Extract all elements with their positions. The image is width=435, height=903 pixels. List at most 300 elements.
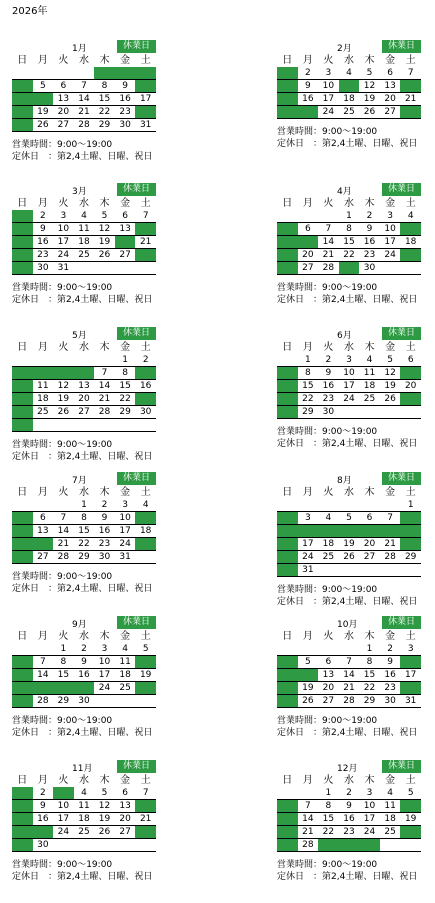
- closed-day-cell: 12: [12, 525, 33, 538]
- day-cell: 7: [135, 210, 156, 223]
- regular-closing-days: 定休日 ：第2,4土曜、日曜、祝日: [12, 152, 153, 162]
- weekday-label: 水: [343, 487, 354, 498]
- day-cell: 3: [400, 643, 421, 656]
- day-cell: 21: [380, 538, 401, 551]
- empty-cell: [318, 210, 339, 223]
- day-cell: 16: [74, 669, 95, 682]
- day-cell: 9: [74, 656, 95, 669]
- empty-cell: [74, 67, 95, 80]
- day-cell: 20: [53, 106, 74, 119]
- closed-day-cell: 3: [12, 367, 33, 380]
- day-cell: 22: [339, 249, 360, 262]
- empty-cell: [135, 551, 156, 564]
- empty-cell: [53, 354, 74, 367]
- closed-day-cell: 26: [135, 682, 156, 695]
- day-cell: 31: [298, 564, 319, 577]
- day-cell: 4: [318, 512, 339, 525]
- day-cell: 17: [53, 236, 74, 249]
- weekday-label: 火: [323, 631, 334, 642]
- closed-day-cell: 4: [33, 367, 54, 380]
- day-cell: 14: [74, 93, 95, 106]
- closed-day-cell: 30: [339, 839, 360, 852]
- day-cell: 5: [94, 210, 115, 223]
- weekday-label: 日: [282, 631, 293, 642]
- closed-day-cell: 22: [12, 249, 33, 262]
- day-cell: 12: [94, 223, 115, 236]
- day-cell: 19: [94, 236, 115, 249]
- month-header: [12, 760, 156, 774]
- holiday-legend-badge: 休業日: [117, 760, 156, 773]
- week-row: [277, 813, 421, 826]
- weekday-label: 水: [343, 55, 354, 66]
- day-cell: 20: [298, 249, 319, 262]
- day-cell: 1: [74, 499, 95, 512]
- weekday-label: 木: [99, 342, 110, 353]
- day-cell: 2: [74, 643, 95, 656]
- month-calendar: [277, 472, 421, 608]
- closed-day-cell: 26: [277, 262, 298, 275]
- closed-day-cell: 28: [277, 406, 298, 419]
- empty-cell: [74, 354, 95, 367]
- day-cell: 25: [380, 826, 401, 839]
- weekday-label: 火: [58, 55, 69, 66]
- day-cell: 7: [33, 656, 54, 669]
- day-cell: 15: [94, 93, 115, 106]
- weekday-header-row: [277, 630, 421, 643]
- week-row: [12, 406, 156, 419]
- week-row: [12, 525, 156, 538]
- month-calendar: [277, 40, 421, 150]
- day-cell: 25: [318, 551, 339, 564]
- month-calendar: [12, 327, 156, 463]
- day-cell: 8: [115, 367, 136, 380]
- closed-day-cell: 15: [12, 236, 33, 249]
- holiday-legend-badge: 休業日: [382, 40, 421, 53]
- day-cell: 21: [400, 93, 421, 106]
- weekday-label: 日: [282, 198, 293, 209]
- day-cell: 5: [400, 787, 421, 800]
- closed-day-cell: 26: [12, 551, 33, 564]
- day-cell: 6: [53, 80, 74, 93]
- day-cell: 29: [94, 119, 115, 132]
- weekday-label: 金: [120, 775, 131, 786]
- closed-day-cell: 19: [277, 249, 298, 262]
- day-cell: 3: [318, 67, 339, 80]
- day-cell: 17: [94, 669, 115, 682]
- closed-day-cell: 8: [12, 800, 33, 813]
- day-cell: 10: [339, 367, 360, 380]
- day-cell: 22: [115, 393, 136, 406]
- day-cell: 11: [74, 223, 95, 236]
- closed-day-cell: 26: [400, 826, 421, 839]
- day-cell: 30: [380, 695, 401, 708]
- business-hours: 営業時間：9:00～19:00: [277, 860, 378, 870]
- weekday-label: 月: [37, 55, 48, 66]
- day-cell: 26: [339, 551, 360, 564]
- day-cell: 28: [298, 839, 319, 852]
- month-label: 2月: [337, 44, 352, 54]
- weekday-label: 土: [140, 342, 151, 353]
- weekday-label: 木: [364, 55, 375, 66]
- closed-day-cell: 22: [53, 682, 74, 695]
- week-row: [12, 67, 156, 80]
- empty-cell: [33, 499, 54, 512]
- day-cell: 6: [115, 787, 136, 800]
- empty-cell: [380, 262, 401, 275]
- day-cell: 13: [53, 93, 74, 106]
- empty-cell: [94, 354, 115, 367]
- closed-day-cell: 8: [277, 80, 298, 93]
- day-cell: 19: [94, 813, 115, 826]
- empty-cell: [94, 839, 115, 852]
- weekday-label: 火: [58, 775, 69, 786]
- holiday-legend-badge: 休業日: [117, 183, 156, 196]
- empty-cell: [400, 262, 421, 275]
- regular-closing-days: 定休日 ：第2,4土曜、日曜、祝日: [277, 872, 418, 882]
- day-cell: 20: [359, 538, 380, 551]
- day-cell: 5: [298, 656, 319, 669]
- day-cell: 27: [359, 551, 380, 564]
- day-cell: 28: [339, 695, 360, 708]
- day-cell: 8: [359, 656, 380, 669]
- weekday-label: 土: [405, 487, 416, 498]
- closed-day-cell: 25: [277, 695, 298, 708]
- closed-day-cell: 11: [400, 223, 421, 236]
- day-cell: 9: [298, 80, 319, 93]
- weekday-label: 金: [120, 631, 131, 642]
- day-cell: 14: [318, 236, 339, 249]
- day-cell: 28: [380, 551, 401, 564]
- day-cell: 18: [380, 813, 401, 826]
- empty-cell: [298, 787, 319, 800]
- week-row: [277, 564, 421, 577]
- closed-day-cell: 21: [33, 682, 54, 695]
- day-cell: 16: [135, 380, 156, 393]
- empty-cell: [277, 354, 298, 367]
- day-cell: 12: [380, 367, 401, 380]
- day-cell: 10: [94, 656, 115, 669]
- month-header: [12, 616, 156, 630]
- closed-day-cell: 29: [339, 262, 360, 275]
- day-cell: 26: [33, 119, 54, 132]
- day-cell: 9: [115, 80, 136, 93]
- day-cell: 7: [53, 512, 74, 525]
- day-cell: 21: [298, 826, 319, 839]
- weekday-label: 土: [405, 198, 416, 209]
- weekday-label: 月: [37, 198, 48, 209]
- month-table: [12, 54, 156, 132]
- closed-day-cell: 20: [277, 826, 298, 839]
- week-row: [277, 643, 421, 656]
- empty-cell: [115, 262, 136, 275]
- empty-cell: [115, 839, 136, 852]
- week-row: [277, 656, 421, 669]
- business-info: [12, 715, 156, 739]
- week-row: [12, 223, 156, 236]
- week-row: [12, 354, 156, 367]
- day-cell: 15: [359, 669, 380, 682]
- closed-day-cell: 4: [12, 80, 33, 93]
- weekday-label: 木: [364, 487, 375, 498]
- weekday-label: 火: [58, 342, 69, 353]
- weekday-label: 木: [364, 198, 375, 209]
- day-cell: 16: [94, 525, 115, 538]
- day-cell: 6: [400, 354, 421, 367]
- day-cell: 7: [318, 223, 339, 236]
- week-row: [277, 538, 421, 551]
- empty-cell: [12, 643, 33, 656]
- day-cell: 27: [33, 551, 54, 564]
- closed-day-cell: 19: [12, 538, 33, 551]
- day-cell: 6: [318, 656, 339, 669]
- empty-cell: [298, 499, 319, 512]
- month-table: [277, 774, 421, 852]
- regular-closing-days: 定休日 ：第2,4土曜、日曜、祝日: [277, 139, 418, 149]
- weekday-label: 火: [58, 198, 69, 209]
- day-cell: 25: [359, 393, 380, 406]
- week-row: [12, 800, 156, 813]
- day-cell: 20: [400, 380, 421, 393]
- day-cell: 19: [298, 682, 319, 695]
- empty-cell: [400, 564, 421, 577]
- day-cell: 18: [33, 393, 54, 406]
- weekday-label: 金: [385, 342, 396, 353]
- month-label: 9月: [72, 620, 87, 630]
- week-row: [12, 380, 156, 393]
- business-hours: 営業時間：9:00～19:00: [277, 127, 378, 137]
- week-row: [277, 80, 421, 93]
- weekday-label: 水: [343, 631, 354, 642]
- day-cell: 28: [318, 262, 339, 275]
- weekday-label: 金: [385, 631, 396, 642]
- day-cell: 3: [359, 787, 380, 800]
- day-cell: 23: [359, 249, 380, 262]
- weekday-label: 木: [99, 198, 110, 209]
- weekday-label: 月: [37, 487, 48, 498]
- day-cell: 21: [94, 393, 115, 406]
- day-cell: 14: [339, 669, 360, 682]
- day-cell: 1: [400, 499, 421, 512]
- day-cell: 7: [339, 656, 360, 669]
- regular-closing-days: 定休日 ：第2,4土曜、日曜、祝日: [12, 872, 153, 882]
- day-cell: 24: [359, 826, 380, 839]
- month-table: [277, 630, 421, 708]
- day-cell: 10: [115, 512, 136, 525]
- weekday-label: 火: [323, 55, 334, 66]
- weekday-label: 木: [99, 487, 110, 498]
- closed-day-cell: 14: [400, 80, 421, 93]
- day-cell: 16: [33, 236, 54, 249]
- closed-day-cell: 6: [74, 367, 95, 380]
- holiday-legend-badge: 休業日: [382, 616, 421, 629]
- day-cell: 2: [33, 787, 54, 800]
- month-calendar: [12, 616, 156, 739]
- week-row: [277, 787, 421, 800]
- month-header: [12, 183, 156, 197]
- business-hours: 営業時間：9:00～19:00: [277, 585, 378, 595]
- day-cell: 24: [115, 538, 136, 551]
- closed-day-cell: 11: [339, 80, 360, 93]
- day-cell: 17: [115, 525, 136, 538]
- day-cell: 17: [318, 93, 339, 106]
- closed-day-cell: 8: [400, 512, 421, 525]
- closed-day-cell: 22: [400, 538, 421, 551]
- closed-day-cell: 27: [277, 839, 298, 852]
- day-cell: 29: [74, 551, 95, 564]
- weekday-label: 日: [17, 775, 28, 786]
- closed-day-cell: 3: [53, 787, 74, 800]
- day-cell: 21: [339, 682, 360, 695]
- closed-day-cell: 12: [135, 656, 156, 669]
- business-hours: 営業時間：9:00～19:00: [277, 716, 378, 726]
- day-cell: 17: [135, 93, 156, 106]
- week-row: [12, 119, 156, 132]
- weekday-label: 土: [405, 55, 416, 66]
- closed-day-cell: 14: [135, 223, 156, 236]
- day-cell: 9: [339, 800, 360, 813]
- closed-day-cell: 15: [400, 525, 421, 538]
- closed-day-cell: 20: [33, 538, 54, 551]
- empty-cell: [74, 262, 95, 275]
- empty-cell: [12, 499, 33, 512]
- day-cell: 18: [359, 380, 380, 393]
- day-cell: 22: [94, 106, 115, 119]
- day-cell: 23: [33, 249, 54, 262]
- business-info: [277, 126, 421, 150]
- closed-day-cell: 14: [277, 380, 298, 393]
- week-row: [277, 354, 421, 367]
- week-row: [12, 669, 156, 682]
- holiday-legend-badge: 休業日: [382, 183, 421, 196]
- day-cell: 2: [359, 210, 380, 223]
- empty-cell: [135, 419, 156, 432]
- day-cell: 29: [400, 551, 421, 564]
- empty-cell: [33, 67, 54, 80]
- closed-day-cell: 1: [12, 210, 33, 223]
- weekday-label: 水: [78, 342, 89, 353]
- month-table: [12, 774, 156, 852]
- weekday-label: 土: [140, 55, 151, 66]
- day-cell: 26: [359, 106, 380, 119]
- day-cell: 30: [135, 406, 156, 419]
- day-cell: 6: [33, 512, 54, 525]
- day-cell: 7: [74, 80, 95, 93]
- weekday-header-row: [12, 486, 156, 499]
- empty-cell: [359, 499, 380, 512]
- weekday-label: 水: [78, 631, 89, 642]
- day-cell: 13: [318, 669, 339, 682]
- empty-cell: [318, 643, 339, 656]
- day-cell: 3: [380, 210, 401, 223]
- weekday-label: 月: [302, 775, 313, 786]
- month-label: 7月: [72, 476, 87, 486]
- weekday-label: 水: [78, 487, 89, 498]
- regular-closing-days: 定休日 ：第2,4土曜、日曜、祝日: [12, 452, 153, 462]
- day-cell: 11: [74, 800, 95, 813]
- day-cell: 30: [33, 262, 54, 275]
- day-cell: 13: [74, 380, 95, 393]
- weekday-label: 水: [78, 775, 89, 786]
- day-cell: 5: [94, 787, 115, 800]
- day-cell: 20: [74, 393, 95, 406]
- closed-day-cell: 4: [277, 656, 298, 669]
- empty-cell: [115, 695, 136, 708]
- day-cell: 18: [339, 93, 360, 106]
- day-cell: 2: [380, 643, 401, 656]
- empty-cell: [277, 210, 298, 223]
- business-info: [12, 282, 156, 306]
- day-cell: 26: [94, 249, 115, 262]
- closed-day-cell: 27: [400, 393, 421, 406]
- closed-day-cell: 2: [277, 512, 298, 525]
- week-row: [277, 249, 421, 262]
- business-info: [277, 426, 421, 450]
- closed-day-cell: 10: [135, 80, 156, 93]
- day-cell: 20: [380, 93, 401, 106]
- day-cell: 27: [53, 119, 74, 132]
- day-cell: 21: [318, 249, 339, 262]
- day-cell: 15: [53, 669, 74, 682]
- month-header: [12, 327, 156, 341]
- day-cell: 9: [33, 800, 54, 813]
- month-table: [277, 54, 421, 119]
- day-cell: 28: [94, 406, 115, 419]
- day-cell: 9: [33, 223, 54, 236]
- day-cell: 29: [359, 695, 380, 708]
- day-cell: 8: [318, 800, 339, 813]
- day-cell: 1: [53, 643, 74, 656]
- closed-day-cell: 5: [53, 367, 74, 380]
- weekday-label: 火: [58, 487, 69, 498]
- empty-cell: [94, 695, 115, 708]
- week-row: [12, 262, 156, 275]
- week-row: [12, 499, 156, 512]
- empty-cell: [339, 499, 360, 512]
- empty-cell: [380, 564, 401, 577]
- day-cell: 10: [53, 223, 74, 236]
- day-cell: 3: [94, 643, 115, 656]
- day-cell: 4: [74, 210, 95, 223]
- closed-day-cell: 14: [380, 525, 401, 538]
- day-cell: 16: [359, 236, 380, 249]
- month-header: [277, 327, 421, 341]
- day-cell: 16: [339, 813, 360, 826]
- day-cell: 25: [115, 682, 136, 695]
- month-header: [277, 472, 421, 486]
- closed-day-cell: 23: [277, 551, 298, 564]
- closed-day-cell: 31: [12, 419, 33, 432]
- day-cell: 8: [298, 367, 319, 380]
- closed-day-cell: 14: [135, 800, 156, 813]
- closed-day-cell: 13: [400, 367, 421, 380]
- closed-day-cell: 12: [277, 236, 298, 249]
- month-label: 10月: [337, 620, 358, 630]
- regular-closing-days: 定休日 ：第2,4土曜、日曜、祝日: [277, 439, 418, 449]
- day-cell: 28: [74, 119, 95, 132]
- month-table: [277, 341, 421, 419]
- day-cell: 1: [359, 643, 380, 656]
- day-cell: 27: [380, 106, 401, 119]
- month-label: 11月: [72, 764, 93, 774]
- day-cell: 28: [53, 551, 74, 564]
- day-cell: 4: [135, 499, 156, 512]
- day-cell: 13: [380, 80, 401, 93]
- closed-day-cell: 1: [12, 787, 33, 800]
- day-cell: 12: [53, 380, 74, 393]
- day-cell: 16: [33, 813, 54, 826]
- weekday-header-row: [277, 197, 421, 210]
- empty-cell: [339, 406, 360, 419]
